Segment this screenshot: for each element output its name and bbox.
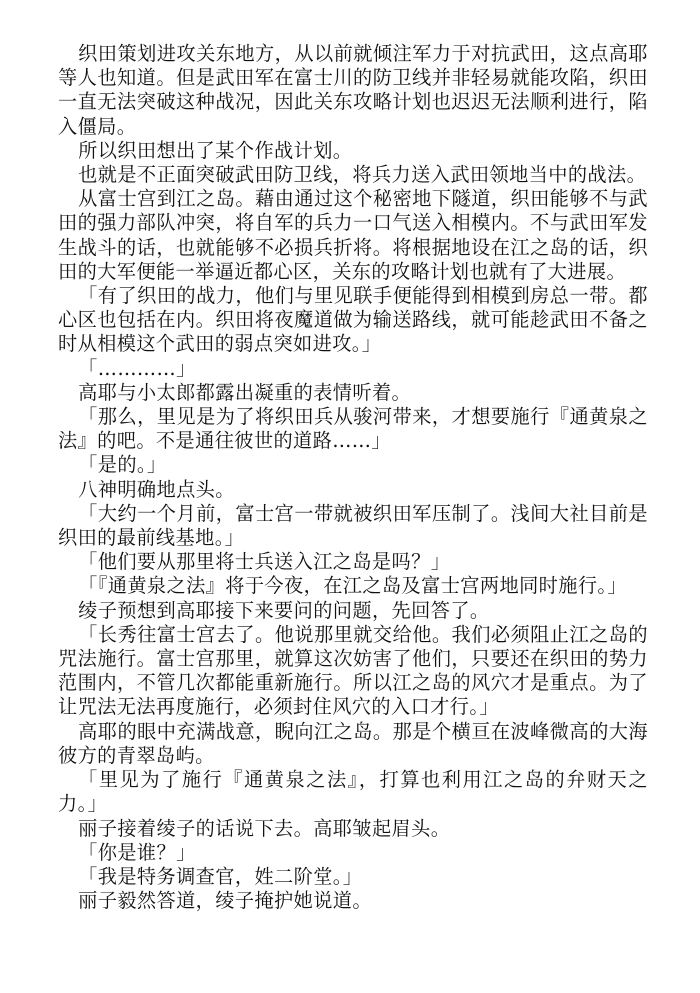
- paragraph: 高耶与小太郎都露出凝重的表情听着。: [78, 380, 412, 404]
- paragraph: 丽子接着绫子的话说下去。高耶皱起眉头。: [78, 816, 451, 840]
- dialogue-paragraph: 「大约一个月前，富士宫一带就被织田军压制了。浅间大社目前是织田的最前线基地。」: [58, 501, 648, 550]
- paragraph: 绫子预想到高耶接下来要问的问题，先回答了。: [78, 598, 490, 622]
- paragraph: 高耶的眼中充满战意，睨向江之岛。那是个横亘在波峰微高的大海彼方的青翠岛屿。: [58, 719, 648, 767]
- paragraph: 也就是不正面突破武田防卫线，将兵力送入武田领地当中的战法。: [78, 163, 647, 187]
- paragraph: 丽子毅然答道，绫子掩护她说道。: [78, 889, 372, 913]
- paragraph: 所以织田想出了某个作战计划。: [78, 138, 353, 162]
- dialogue-paragraph: 「我是特务调查官，姓二阶堂。」: [78, 864, 363, 888]
- body-text: [58, 42, 648, 913]
- dialogue-paragraph: 「『通黄泉之法』将于今夜，在江之岛及富士宫两地同时施行。」: [78, 574, 627, 598]
- dialogue-paragraph: 「…………」: [78, 356, 196, 380]
- dialogue-paragraph: 「那么，里见是为了将织田兵从骏河带来，才想要施行『通黄泉之法』的吧。不是通往彼世的道路……」: [58, 405, 648, 453]
- dialogue-paragraph: 「里见为了施行『通黄泉之法』，打算也利用江之岛的弁财天之力。」: [58, 768, 648, 816]
- dialogue-paragraph: 「有了织田的战力，他们与里见联手便能得到相模到房总一带。都心区也包括在内。织田将夜魔道做为输送路线，就可能趁武田不备之时从相模这个武田的弱点突如进攻。」: [58, 284, 648, 356]
- dialogue-paragraph: 「你是谁？」: [78, 840, 196, 864]
- dialogue-paragraph: 「长秀往富士宫去了。他说那里就交给他。我们必须阻止江之岛的咒法施行。富士宫那里，就算这次妨害了他们，只要还在织田的势力范围内，不管几次都能重新施行。所以江之岛的风穴才是重点。为了让咒法无法再度施行，必须封住风穴的入口才行。」: [58, 622, 648, 719]
- paragraph: 从富士宫到江之岛。藉由通过这个秘密地下隧道，织田能够不与武田的强力部队冲突，将自军的兵力一口气送入相模内。不与武田军发生战斗的话，也就能够不必损兵折将。将根据地设在江之岛的话，织田的大军便能一举逼近都心区，关东的攻略计划也就有了大进展。: [58, 187, 648, 283]
- paragraph: 八神明确地点头。: [78, 477, 235, 501]
- paragraph: 织田策划进攻关东地方，从以前就倾注军力于对抗武田，这点高耶等人也知道。但是武田军在富士川的防卫线并非轻易就能攻陷，织田一直无法突破这种战况，因此关东攻略计划也迟迟无法顺利进行，陷入僵局。: [58, 42, 648, 138]
- dialogue-paragraph: 「是的。」: [78, 453, 167, 477]
- dialogue-paragraph: 「他们要从那里将士兵送入江之岛是吗？」: [78, 550, 451, 574]
